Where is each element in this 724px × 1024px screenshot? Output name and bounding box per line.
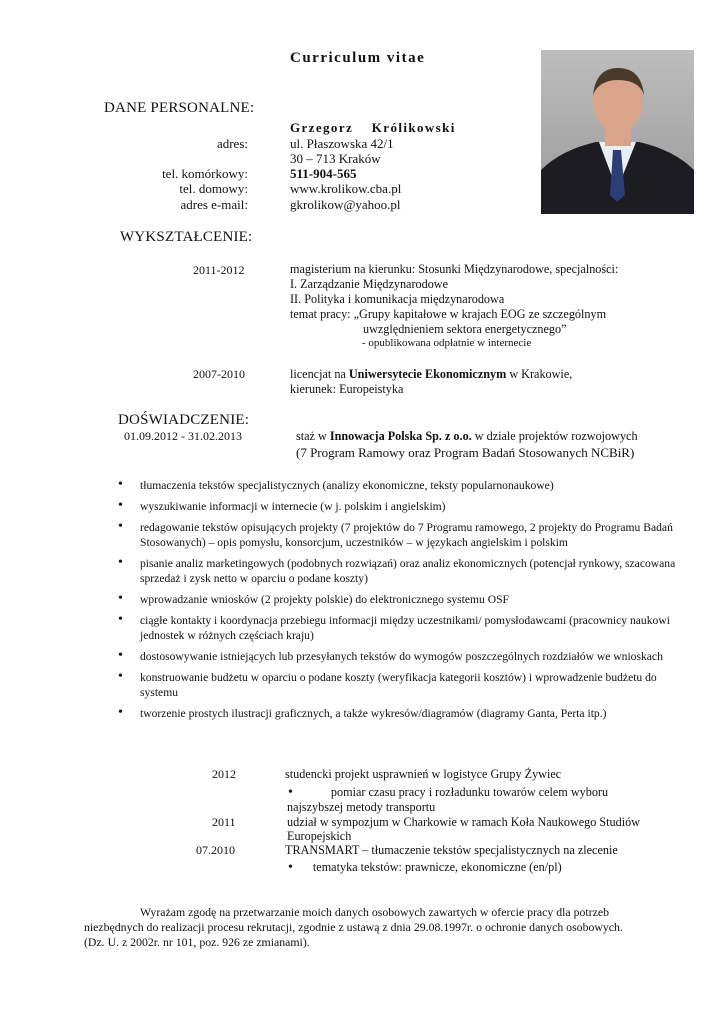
list-item: • ciągłe kontakty i koordynacja przebiegu informacji między uczestnikami/ pomysłodawcami (pracownicy naukowi jednostek w różnych częściach kraju) <box>118 612 670 642</box>
education-1-line-3: II. Polityka i komunikacja międzynarodowa <box>290 292 505 306</box>
list-item: • wyszukiwanie informacji w internecie (w j. polskim i angielskim) <box>118 498 446 513</box>
other-project-3: TRANSMART – tłumaczenie tekstów specjalistycznych na zlecenie <box>285 843 618 857</box>
home-phone-value: www.krolikow.cba.pl <box>290 181 402 196</box>
list-item: • pisanie analiz marketingowych (podobnych rozwiązań) oraz analiz ekonomicznych (potencjał rynkowy, szacowana sprzedaż i zysk netto w oparciu o podane koszty) <box>118 555 676 585</box>
bullet-icon: • <box>118 555 123 570</box>
university-name: Uniwersytecie Ekonomicznym <box>348 367 507 381</box>
section-heading-personal: DANE PERSONALNE: <box>104 100 255 116</box>
email-value: gkrolikow@yahoo.pl <box>290 197 401 212</box>
other-year-1: 2012 <box>212 767 236 781</box>
other-year-3: 07.2010 <box>196 843 235 857</box>
full-name: Grzegorz Królikowski <box>290 120 456 135</box>
other-project-2-line-2: Europejskich <box>287 829 352 843</box>
section-heading-education: WYKSZTAŁCENIE: <box>120 229 253 245</box>
education-1-line-4: temat pracy: „Grupy kapitałowe w krajach EOG ze szczególnym <box>290 307 607 321</box>
bullet-icon: • <box>118 498 123 513</box>
education-1-line-1: magisterium na kierunku: Stosunki Międzynarodowe, specjalności: <box>290 262 619 276</box>
bullet-icon: • <box>118 648 123 663</box>
address-line-2: 30 – 713 Kraków <box>290 151 381 166</box>
bullet-icon: • <box>288 785 293 800</box>
bullet-icon: • <box>118 591 123 606</box>
bullet-icon: • <box>118 477 123 492</box>
list-item: • redagowanie tekstów opisujących projekty (7 projektów do 7 Programu ramowego, 2 projekty do Programu Badań Stosowanych) – opis pomysłu, konsorcjum, uczestników – w językach angielskim i polskim <box>118 519 673 549</box>
bullet-icon: • <box>288 860 293 875</box>
document-title: Curriculum vitae <box>290 50 426 66</box>
other-project-1-sub-1: • pomiar czasu pracy i rozładunku towarów celem wyboru <box>288 785 609 800</box>
home-phone-label: tel. domowy: <box>179 181 248 196</box>
list-item: • dostosowywanie istniejących lub przesyłanych tekstów do wymogów poszczególnych rozdziałów we wnioskach <box>118 648 663 663</box>
education-2-line-1: licencjat na Uniwersytecie Ekonomicznym w Krakowie, <box>290 367 573 381</box>
education-years-1: 2011-2012 <box>193 263 245 277</box>
mobile-phone: 511-904-565 <box>290 166 357 181</box>
consent-line-1: Wyrażam zgodę na przetwarzanie moich danych osobowych zawartych w ofercie pracy dla potrzeb <box>140 905 609 919</box>
other-project-1-sub-2: najszybszej metody transportu <box>287 800 436 814</box>
other-project-2-line-1: udział w sympozjum w Charkowie w ramach Koła Naukowego Studiów <box>287 815 641 829</box>
experience-job-line-1: staż w Innowacja Polska Sp. z o.o. w dziale projektów rozwojowych <box>296 429 638 443</box>
list-item: • wprowadzanie wniosków (2 projekty polskie) do elektronicznego systemu OSF <box>118 591 509 606</box>
education-1-line-6: - opublikowana odpłatnie w internecie <box>362 337 532 349</box>
education-1-line-2: I. Zarządzanie Międzynarodowe <box>290 277 449 291</box>
education-1-line-5: uwzględnieniem sektora energetycznego” <box>363 322 567 336</box>
other-project-1: studencki projekt usprawnień w logistyce Grupy Żywiec <box>285 767 562 781</box>
bullet-icon: • <box>118 705 123 720</box>
data-processing-consent <box>84 905 648 950</box>
email-label: adres e-mail: <box>180 197 248 212</box>
experience-dates: 01.09.2012 - 31.02.2013 <box>124 429 242 443</box>
address-label: adres: <box>216 136 248 151</box>
experience-duties-list <box>118 478 678 727</box>
list-item: • konstruowanie budżetu w oparciu o podane koszty (weryfikacja kategorii kosztów) i wprowadzenie budżetu do systemu <box>118 669 657 699</box>
bullet-icon: • <box>118 612 123 627</box>
company-name: Innowacja Polska Sp. z o.o. <box>329 429 472 443</box>
experience-job-line-2: (7 Program Ramowy oraz Program Badań Stosowanych NCBiR) <box>296 445 635 460</box>
portrait-photo <box>541 50 694 214</box>
list-item: • tłumaczenia tekstów specjalistycznych (analizy ekonomiczne, teksty popularnonaukowe) <box>118 477 554 492</box>
section-heading-experience: DOŚWIADCZENIE: <box>118 412 250 428</box>
list-item: • tworzenie prostych ilustracji graficznych, a także wykresów/diagramów (diagramy Ganta, Perta itp.) <box>118 705 607 720</box>
bullet-icon: • <box>118 519 123 534</box>
bullet-icon: • <box>118 669 123 684</box>
consent-line-3: (Dz. U. z 2002r. nr 101, poz. 926 ze zmianami). <box>84 935 310 949</box>
education-2-line-2: kierunek: Europeistyka <box>290 382 404 396</box>
education-years-2: 2007-2010 <box>193 367 245 381</box>
mobile-label: tel. komórkowy: <box>162 166 248 181</box>
other-year-2: 2011 <box>212 815 236 829</box>
other-project-3-sub: • tematyka tekstów: prawnicze, ekonomiczne (en/pl) <box>288 860 562 875</box>
consent-line-2: niezbędnych do realizacji procesu rekrutacji, zgodnie z ustawą z dnia 29.08.1997r. o ochronie danych osobowych. <box>84 920 623 934</box>
address-line-1: ul. Płaszowska 42/1 <box>290 136 394 151</box>
